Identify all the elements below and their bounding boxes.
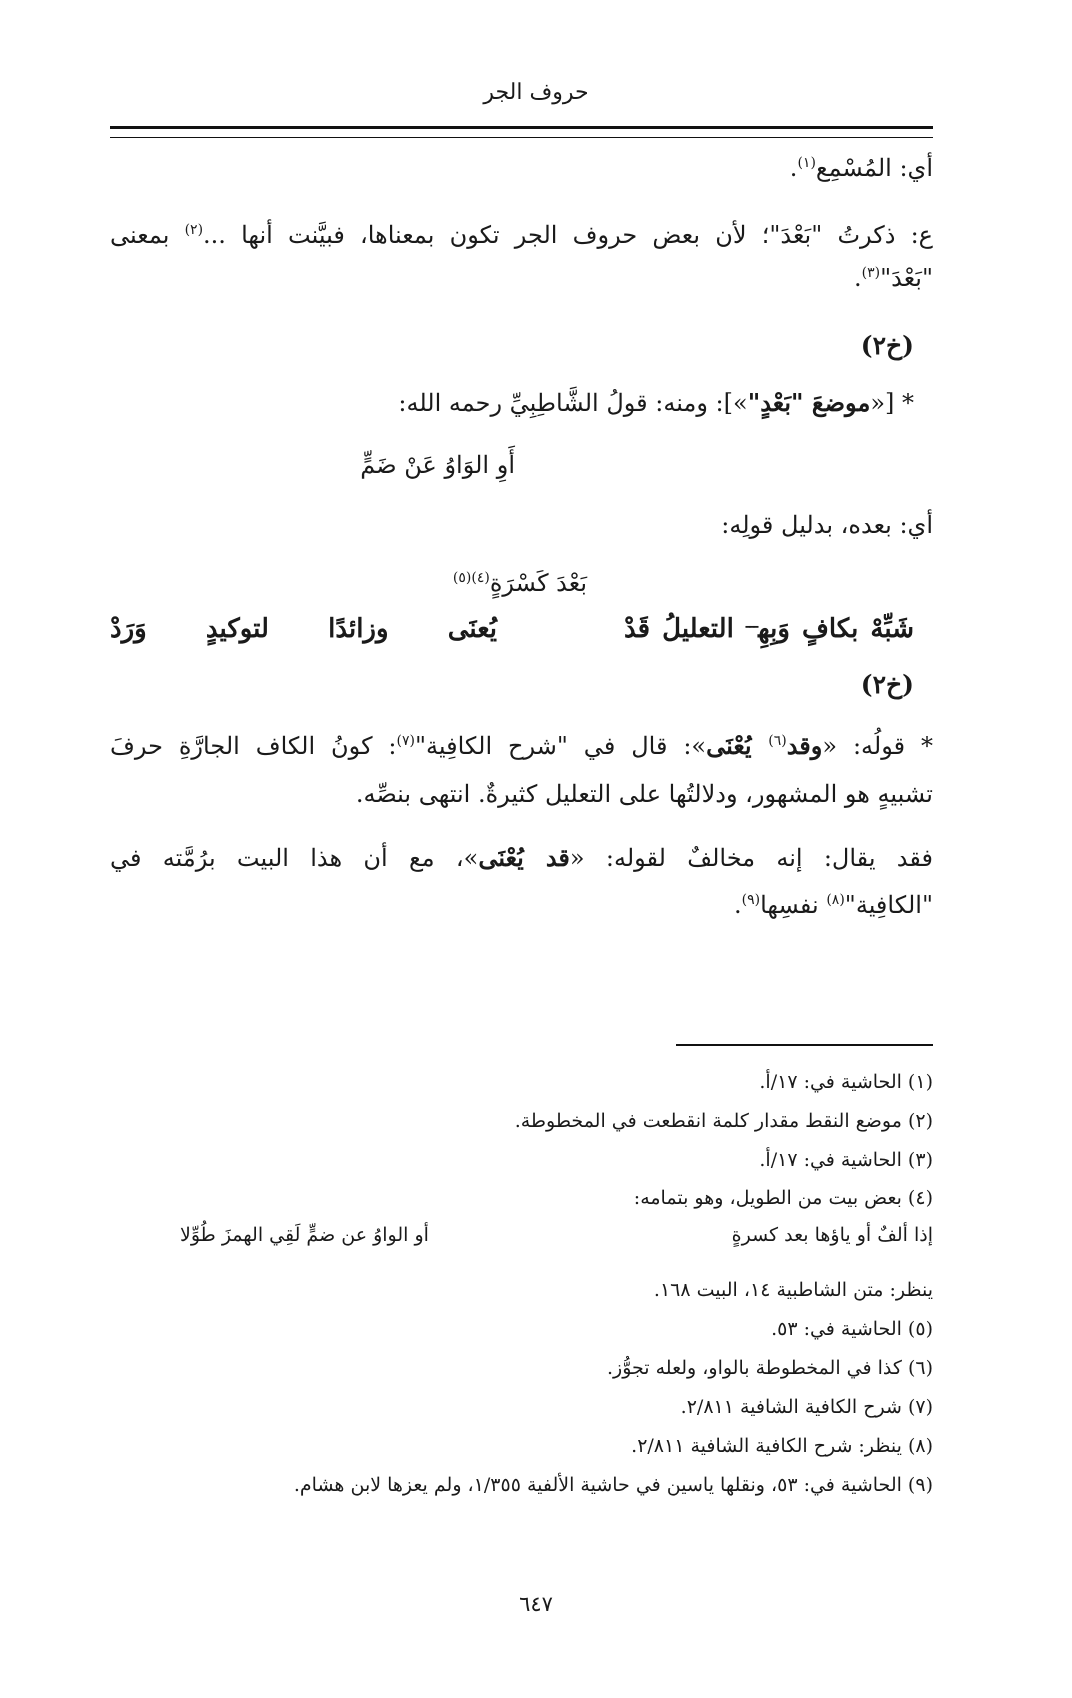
verse-word: لتوكيدٍ <box>205 614 269 644</box>
paragraph-1 <box>790 150 933 186</box>
verse-word: وزائدًا <box>328 614 389 644</box>
verse-word: بكافٍ <box>801 614 859 644</box>
verse-word: وَرَدْ <box>110 614 147 644</box>
verse-quote-2 <box>453 565 587 601</box>
page-number: ٦٤٧ <box>519 1592 553 1616</box>
verse-word: شَبِّهْ <box>870 614 914 644</box>
p5-text-a: * قولُه: « <box>822 732 934 760</box>
verse-left-hemistich <box>110 614 497 644</box>
p2-text-c: "بَعْدَ" <box>880 264 933 292</box>
paragraph-3 <box>398 385 914 421</box>
running-header: حروف الجر <box>483 80 589 105</box>
footnote-ref-9: (٩) <box>741 892 761 908</box>
p6-end: . <box>733 891 742 919</box>
p3-heading: موضعَ "بَعْدٍ" <box>747 388 871 417</box>
paragraph-5-line-2: تشبيهٍ هو المشهور، ودلالتُها على التعليل كثيرةٌ. انتهى بنصِّه. <box>355 780 933 808</box>
verse-quote: أَوِ الوَاوُ عَنْ ضَمٍّ <box>360 451 515 479</box>
verse-quote-2-text: بَعْدَ كَسْرَةٍ <box>489 569 587 597</box>
footnote-4: (٤) بعض بيت من الطويل، وهو بتمامه: <box>633 1187 933 1209</box>
footnote-ref-8: (٨) <box>826 892 845 908</box>
verse-word: يُعنَى <box>447 614 497 644</box>
p6-bold: قد يُعْنَى <box>478 843 570 872</box>
p3-text-a: * [« <box>870 389 914 417</box>
footnote-2: (٢) موضع النقط مقدار كلمة انقطعت في المخطوطة. <box>514 1110 933 1132</box>
footnote-6: (٦) كذا في المخطوطة بالواو، ولعله تجوُّز. <box>607 1357 933 1379</box>
p1-text: أي: المُسْمِع <box>815 154 933 182</box>
footnote-ref-2: (٢) <box>184 222 204 238</box>
header-rule-thin <box>110 137 933 138</box>
manuscript-marker-2: (خ٢) <box>860 670 914 699</box>
paragraph-2-line-2 <box>854 260 933 296</box>
footnote-1: (١) الحاشية في: ١٧/أ. <box>759 1071 933 1093</box>
verse-mark: ـــ <box>745 615 759 632</box>
manuscript-marker-1: (خ٢) <box>860 331 914 360</box>
p3-text-b: »]: ومنه: قولُ الشَّاطِبِيِّ رحمه الله: <box>398 389 748 417</box>
p5-bold-a: وقد <box>786 731 823 760</box>
footnote-5: (٥) الحاشية في: ٥٣. <box>771 1318 933 1340</box>
p5-text-c: »: قال في "شرح الكافِية" <box>414 732 707 760</box>
p2-text-a: ع: ذكرتُ "بَعْدَ"؛ لأن بعض حروف الجر تكون بمعناها، فبيَّنت أنها ... <box>203 221 933 249</box>
p2-text-b: بمعنى <box>110 221 185 249</box>
p6-text-c: "الكافِية" <box>844 891 933 919</box>
p5-bold-b: يُعْنَى <box>706 731 769 760</box>
paragraph-4: أي: بعده، بدليل قولِه: <box>721 511 933 539</box>
footnote-9: (٩) الحاشية في: ٥٣، ونقلها ياسين في حاشية الألفية ١/٣٥٥، ولم يعزها لابن هشام. <box>293 1474 933 1496</box>
footnote-verse-left: أو الواوُ عن ضمٍّ لَقِي الهمزَ طُوِّلا <box>180 1224 429 1246</box>
footnote-ref-3: (٣) <box>861 265 881 281</box>
p6-text-d: نفسِها <box>760 891 827 919</box>
paragraph-2-line-1 <box>110 217 933 253</box>
verse-word: التعليلُ <box>662 614 734 644</box>
p6-text-a: فقد يقال: إنه مخالفٌ لقوله: « <box>569 844 933 872</box>
p1-end: . <box>789 154 798 182</box>
footnote-3: (٣) الحاشية في: ١٧/أ. <box>759 1149 933 1171</box>
footnote-verse-right: إذا ألفٌ أو ياؤها بعد كسرةٍ <box>731 1224 933 1246</box>
p6-text-b: »، مع أن هذا البيت برُمَّته في <box>110 844 479 872</box>
footnote-separator <box>676 1044 933 1046</box>
paragraph-6-line-2 <box>734 887 933 923</box>
paragraph-5-line-1 <box>110 728 933 764</box>
verse-word: قَدْ <box>624 614 651 644</box>
footnote-ref-1: (١) <box>797 155 816 171</box>
footnote-7: (٧) شرح الكافية الشافية ٢/٨١١. <box>680 1396 933 1418</box>
verse-word: وَبِهِ$^{ـــ}$ <box>745 614 790 644</box>
footnote-ref-4-5: (٤)(٥) <box>452 570 490 586</box>
verse-right-hemistich <box>624 614 914 644</box>
header-rule-thick <box>110 126 933 129</box>
footnote-8: (٨) ينظر: شرح الكافية الشافية ٢/٨١١. <box>631 1435 933 1457</box>
p2-end: . <box>853 264 862 292</box>
footnote-ref-7: (٧) <box>396 733 415 749</box>
footnote-4-source: ينظر: متن الشاطبية ١٤، البيت ١٦٨. <box>653 1279 933 1301</box>
paragraph-6-line-1 <box>110 840 933 876</box>
footnote-ref-6: (٦) <box>768 733 787 749</box>
p5-text-d: : كونُ الكاف الجارَّةِ حرفَ <box>110 732 397 760</box>
